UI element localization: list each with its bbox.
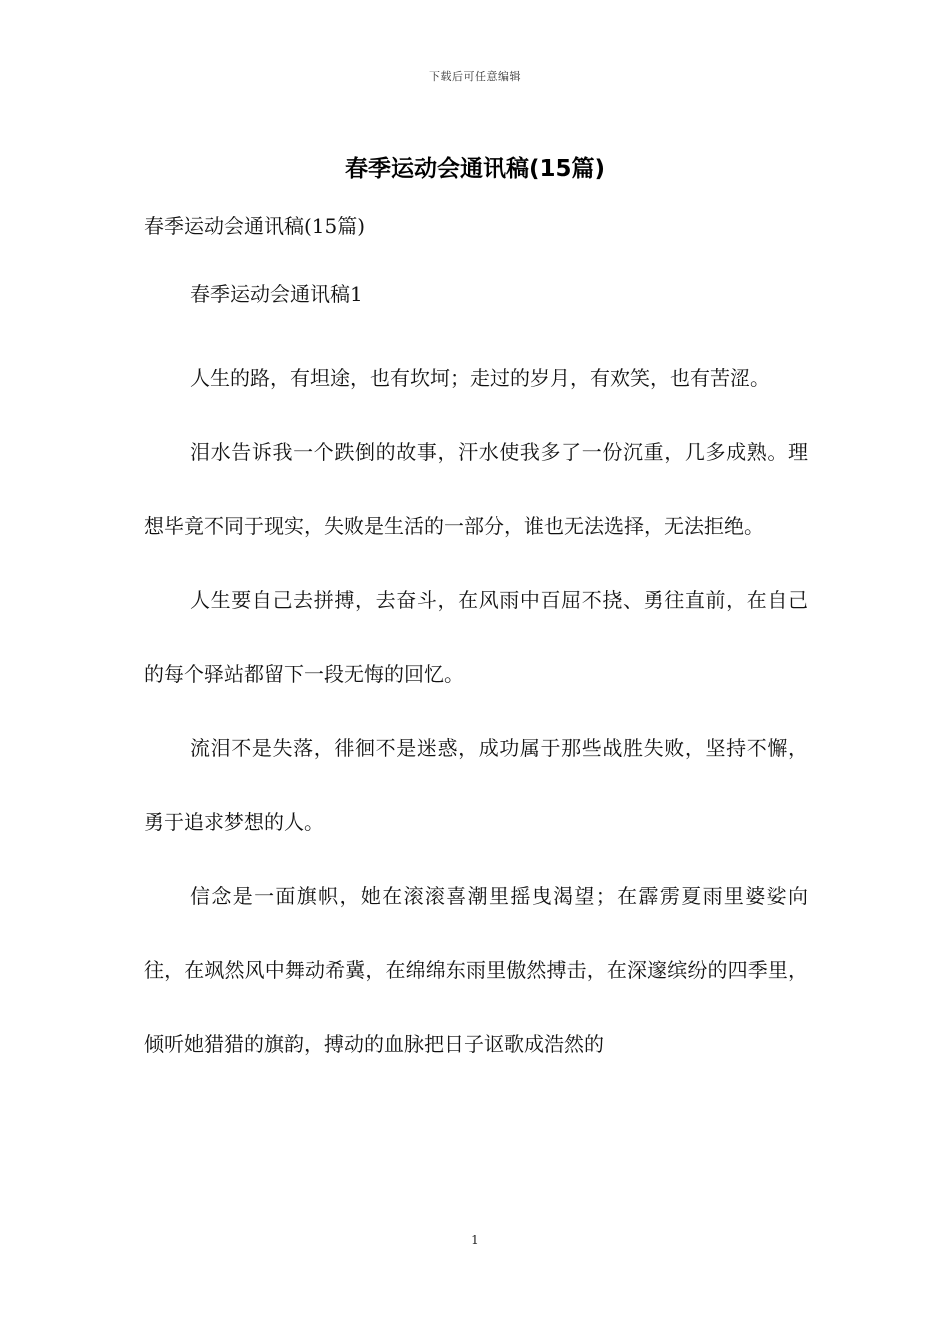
document-subtitle: 春季运动会通讯稿(15篇) bbox=[144, 214, 366, 238]
header-note: 下载后可任意编辑 bbox=[429, 70, 521, 83]
page-number: 1 bbox=[471, 1233, 479, 1247]
paragraph: 泪水告诉我一个跌倒的故事，汗水使我多了一份沉重，几多成熟。理想毕竟不同于现实，失败是生活的一部分，谁也无法选择，无法拒绝。 bbox=[144, 440, 808, 538]
section-heading: 春季运动会通讯稿1 bbox=[190, 282, 363, 306]
paragraph: 人生要自己去拼搏，去奋斗，在风雨中百屈不挠、勇往直前，在自己的每个驿站都留下一段无悔的回忆。 bbox=[144, 588, 808, 686]
document-title: 春季运动会通讯稿(15篇) bbox=[344, 156, 606, 182]
document-body bbox=[144, 205, 808, 1081]
paragraph: 人生的路，有坦途，也有坎坷；走过的岁月，有欢笑，也有苦涩。 bbox=[190, 366, 770, 390]
paragraph: 信念是一面旗帜，她在滚滚喜潮里摇曳渴望；在霹雳夏雨里婆娑向往，在飒然风中舞动希冀，在绵绵东雨里傲然搏击，在深邃缤纷的四季里，倾听她猎猎的旗韵，搏动的血脉把日子讴歌成浩然的 bbox=[144, 884, 808, 1056]
paragraph: 流泪不是失落，徘徊不是迷惑，成功属于那些战胜失败，坚持不懈，勇于追求梦想的人。 bbox=[144, 736, 808, 834]
